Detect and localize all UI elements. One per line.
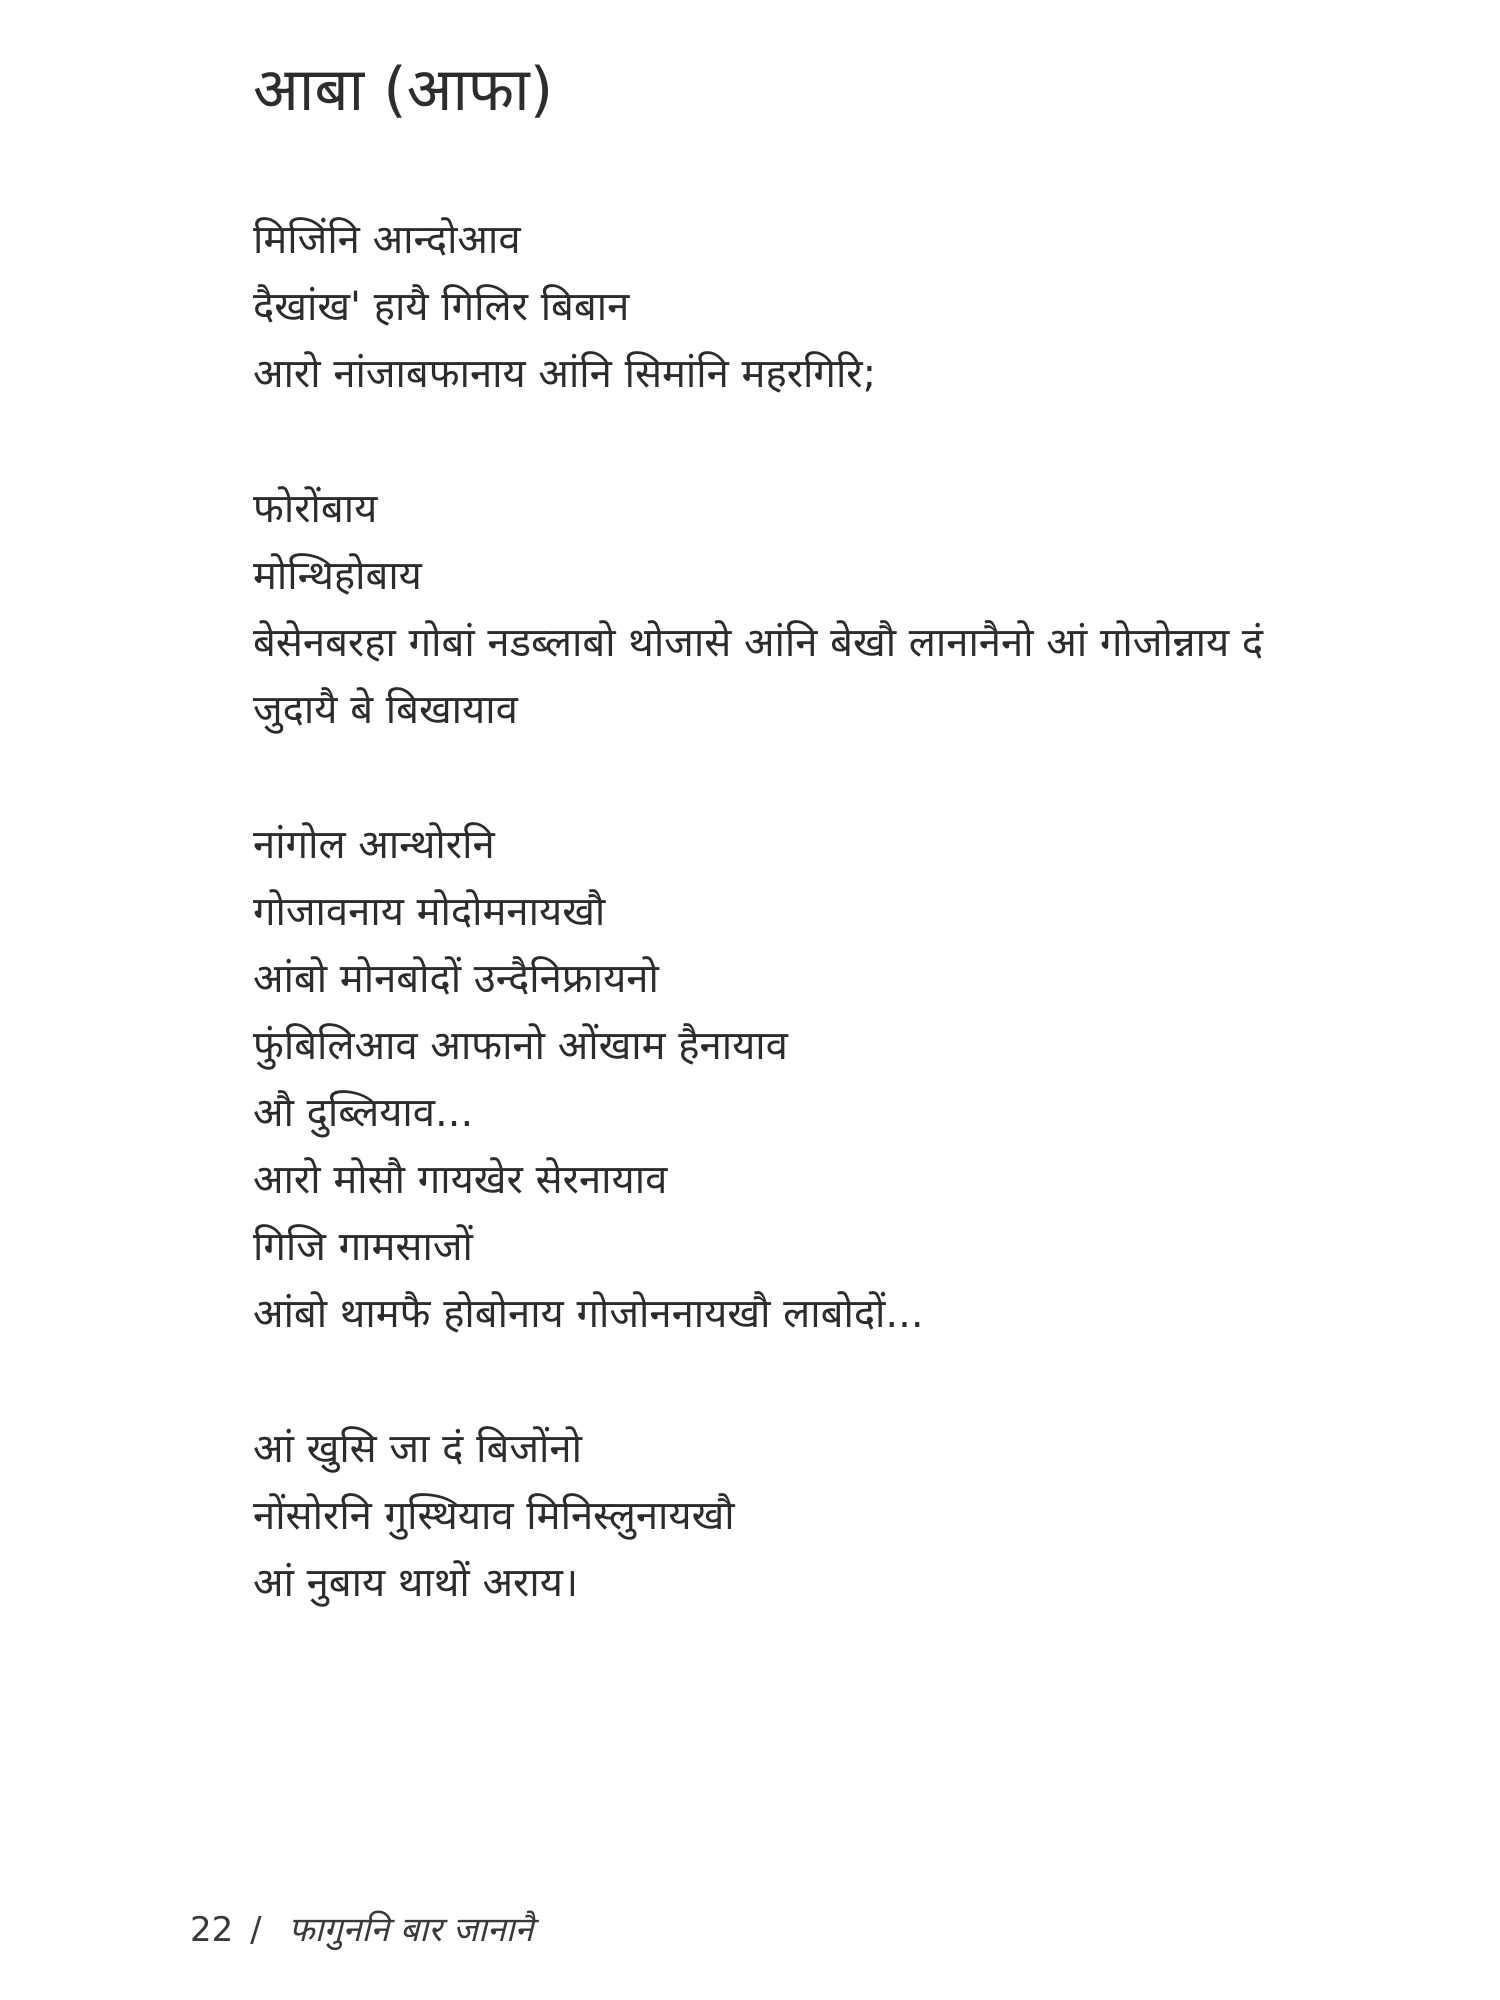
footer-separator: / — [250, 1910, 262, 1950]
book-title: फागुननि बार जानानै — [288, 1910, 534, 1950]
stanza — [253, 207, 1483, 408]
stanza — [253, 1416, 1483, 1617]
page-footer — [190, 1905, 533, 1955]
poem-line: नांगोल आन्थोरनि — [253, 822, 495, 868]
page-number: 22 — [190, 1910, 234, 1950]
stanza — [253, 812, 1483, 1348]
poem-line: नोंसोरनि गुस्थियाव मिनिस्लुनायखौ — [253, 1493, 735, 1539]
poem-line: मिजिंनि आन्दोआव — [253, 217, 521, 263]
poem-line: दैखांख' हायै गिलिर बिबान — [253, 284, 630, 330]
poem-line: फोरोंबाय — [253, 486, 378, 532]
poem-line: आरो नांजाबफानाय आंनि सिमांनि महरगिरि; — [253, 351, 877, 397]
poem-line: गोजावनाय मोदोमनायखौ — [253, 889, 606, 935]
poem-line: मोन्थिहोबाय — [253, 553, 422, 599]
poem-line: आरो मोसौ गायखेर सेरनायाव — [253, 1157, 668, 1203]
poem-line: औ दुब्लियाव... — [253, 1090, 474, 1136]
poem-line: आंबो थामफै होबोनाय गोजोननायखौ लाबोदों... — [253, 1291, 924, 1337]
poem-line: आंबो मोनबोदों उन्दैनिफ्रायनो — [253, 956, 659, 1002]
poem-line: गिजि गामसाजों — [253, 1224, 473, 1270]
poem-body — [253, 207, 1483, 1685]
poem-line: आं खुसि जा दं बिजोंनो — [253, 1426, 582, 1472]
stanza — [253, 476, 1483, 744]
poem-line: आं नुबाय थाथों अराय। — [253, 1560, 579, 1606]
poem-title: आबा (आफा) — [253, 55, 554, 125]
poem-line: बेसेनबरहा गोबां नडब्लाबो थोजासे आंनि बेखौ लानानैनो आं गोजोन्नाय दं — [253, 620, 1264, 666]
poem-line: जुदायै बे बिखायाव — [253, 687, 518, 733]
poem-line: फुंबिलिआव आफानो ओंखाम हैनायाव — [253, 1023, 788, 1069]
